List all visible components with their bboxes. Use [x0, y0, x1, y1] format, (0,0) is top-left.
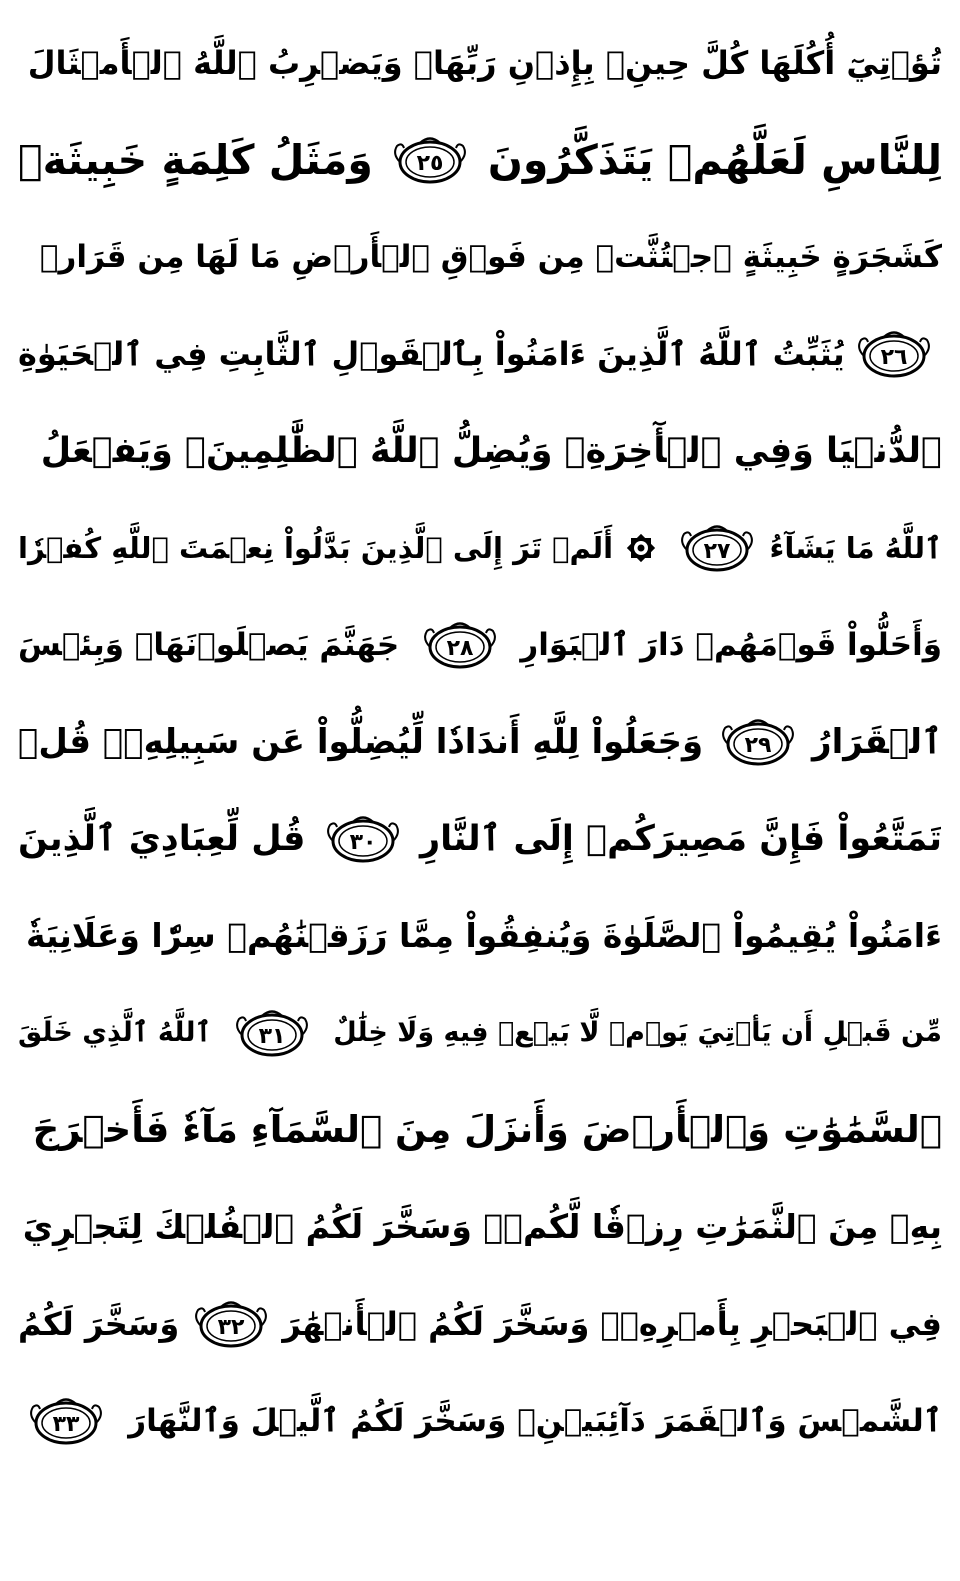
verse-text: أَلَمۡ تَرَ إِلَى ٱلَّذِينَ بَدَّلُواْ نِعۡمَتَ ٱللَّهِ كُفۡرٗا — [18, 530, 614, 565]
ayah-ornament-icon — [321, 811, 405, 867]
verse-text: مِّن قَبۡلِ أَن يَأۡتِيَ يَوۡمٞ لَّا بَيۡعٞ فِيهِ وَلَا خِلَٰلٌ — [333, 1017, 942, 1048]
verse-text: ءَامَنُواْ يُقِيمُواْ ٱلصَّلَوٰةَ وَيُنفِقُواْ مِمَّا رَزَقۡنَٰهُمۡ سِرّٗا وَعَلَانِيَةٗ — [25, 916, 942, 955]
ayah-ornament-icon — [189, 1296, 273, 1352]
text-line — [18, 596, 942, 693]
text-line — [18, 111, 942, 208]
text-line — [18, 305, 942, 402]
text-line — [18, 208, 942, 305]
ayah-end-marker — [852, 326, 936, 382]
ayah-end-marker — [24, 1393, 108, 1449]
ayah-number: ٢٥ — [416, 150, 444, 176]
verse-text: ٱلسَّمَٰوَٰتِ وَٱلۡأَرۡضَ وَأَنزَلَ مِنَ ٱلسَّمَآءِ مَآءٗ فَأَخۡرَجَ — [32, 1108, 942, 1151]
text-line — [18, 693, 942, 790]
verse-text: ٱلۡقَرَارُ — [812, 722, 942, 762]
verse-text: ٱلدُّنۡيَا وَفِي ٱلۡأٓخِرَةِۖ وَيُضِلُّ ٱللَّهُ ٱلظَّٰلِمِينَۚ وَيَفۡعَلُ — [40, 430, 942, 471]
ayah-ornament-icon — [24, 1393, 108, 1449]
verse-text: جَهَنَّمَ يَصۡلَوۡنَهَاۖ وَبِئۡسَ — [18, 626, 400, 663]
verse-text: فِي ٱلۡبَحۡرِ بِأَمۡرِهِۦۖ وَسَخَّرَ لَكُمُ ٱلۡأَنۡهَٰرَ — [282, 1304, 942, 1343]
ayah-ornament-icon — [418, 617, 502, 673]
ayah-number: ٢٩ — [744, 732, 772, 758]
ayah-number: ٣٣ — [52, 1411, 80, 1437]
text-line — [18, 1178, 942, 1275]
text-line — [18, 14, 942, 111]
verse-text: وَسَخَّرَ لَكُمُ — [18, 1304, 180, 1343]
verse-text: وَمَثَلُ كَلِمَةٍ خَبِيثَةٖ — [18, 135, 373, 184]
ayah-ornament-icon — [675, 520, 759, 576]
text-line — [18, 984, 942, 1081]
text-line — [18, 499, 942, 596]
verse-text: وَأَحَلُّواْ قَوۡمَهُمۡ دَارَ ٱلۡبَوَارِ — [520, 626, 942, 663]
verse-text: يُثَبِّتُ ٱللَّهُ ٱلَّذِينَ ءَامَنُواْ بِٱلۡقَوۡلِ ٱلثَّابِتِ فِي ٱلۡحَيَوٰةِ — [18, 334, 845, 373]
text-line — [18, 790, 942, 887]
ayah-end-marker — [189, 1296, 273, 1352]
ayah-ornament-icon — [716, 714, 800, 770]
text-line — [18, 1275, 942, 1372]
verse-text: قُل لِّعِبَادِيَ ٱلَّذِينَ — [18, 818, 306, 859]
ayah-end-marker — [388, 132, 472, 188]
ayah-end-marker — [418, 617, 502, 673]
ayah-end-marker — [675, 520, 759, 576]
verse-text: بِهِۦ مِنَ ٱلثَّمَرَٰتِ رِزۡقٗا لَّكُمۡۖ وَسَخَّرَ لَكُمُ ٱلۡفُلۡكَ لِتَجۡرِيَ — [22, 1207, 942, 1246]
verse-text: تُؤۡتِيٓ أُكُلَهَا كُلَّ حِينِۭ بِإِذۡنِ رَبِّهَاۗ وَيَضۡرِبُ ٱللَّهُ ٱلۡأَمۡثَالَ — [27, 43, 942, 82]
ayah-number: ٢٧ — [703, 538, 731, 564]
ayah-number: ٢٦ — [880, 344, 908, 370]
ayah-ornament-icon — [388, 132, 472, 188]
hizb-marker — [621, 528, 661, 568]
text-line — [18, 402, 942, 499]
text-line — [18, 1372, 942, 1469]
ayah-ornament-icon — [852, 326, 936, 382]
verse-text: تَمَتَّعُواْ فَإِنَّ مَصِيرَكُمۡ إِلَى ٱلنَّارِ — [419, 818, 942, 859]
ayah-end-marker — [716, 714, 800, 770]
verse-text: ٱلشَّمۡسَ وَٱلۡقَمَرَ دَآئِبَيۡنِۖ وَسَخَّرَ لَكُمُ ٱلَّيۡلَ وَٱلنَّهَارَ — [128, 1402, 942, 1439]
ayah-end-marker — [321, 811, 405, 867]
ayah-number: ٢٨ — [446, 635, 474, 661]
verse-text: ٱللَّهُ ٱلَّذِي خَلَقَ — [18, 1017, 212, 1048]
ayah-ornament-icon — [230, 1005, 314, 1061]
verse-text: كَشَجَرَةٍ خَبِيثَةٍ ٱجۡتُثَّتۡ مِن فَوۡقِ ٱلۡأَرۡضِ مَا لَهَا مِن قَرَارٖ — [39, 238, 942, 275]
text-line — [18, 1081, 942, 1178]
ayah-number: ٣٢ — [217, 1314, 245, 1340]
ayah-number: ٣١ — [258, 1023, 286, 1049]
text-line — [18, 887, 942, 984]
ayah-end-marker — [230, 1005, 314, 1061]
verse-text: وَجَعَلُواْ لِلَّهِ أَندَادٗا لِّيُضِلُّواْ عَن سَبِيلِهِۦۗ قُلۡ — [18, 721, 704, 762]
rub-el-hizb-icon — [623, 530, 659, 566]
verse-text: ٱللَّهُ مَا يَشَآءُ — [769, 530, 942, 565]
ayah-number: ٣٠ — [349, 829, 377, 855]
verse-text: لِلنَّاسِ لَعَلَّهُمۡ يَتَذَكَّرُونَ — [487, 135, 942, 184]
